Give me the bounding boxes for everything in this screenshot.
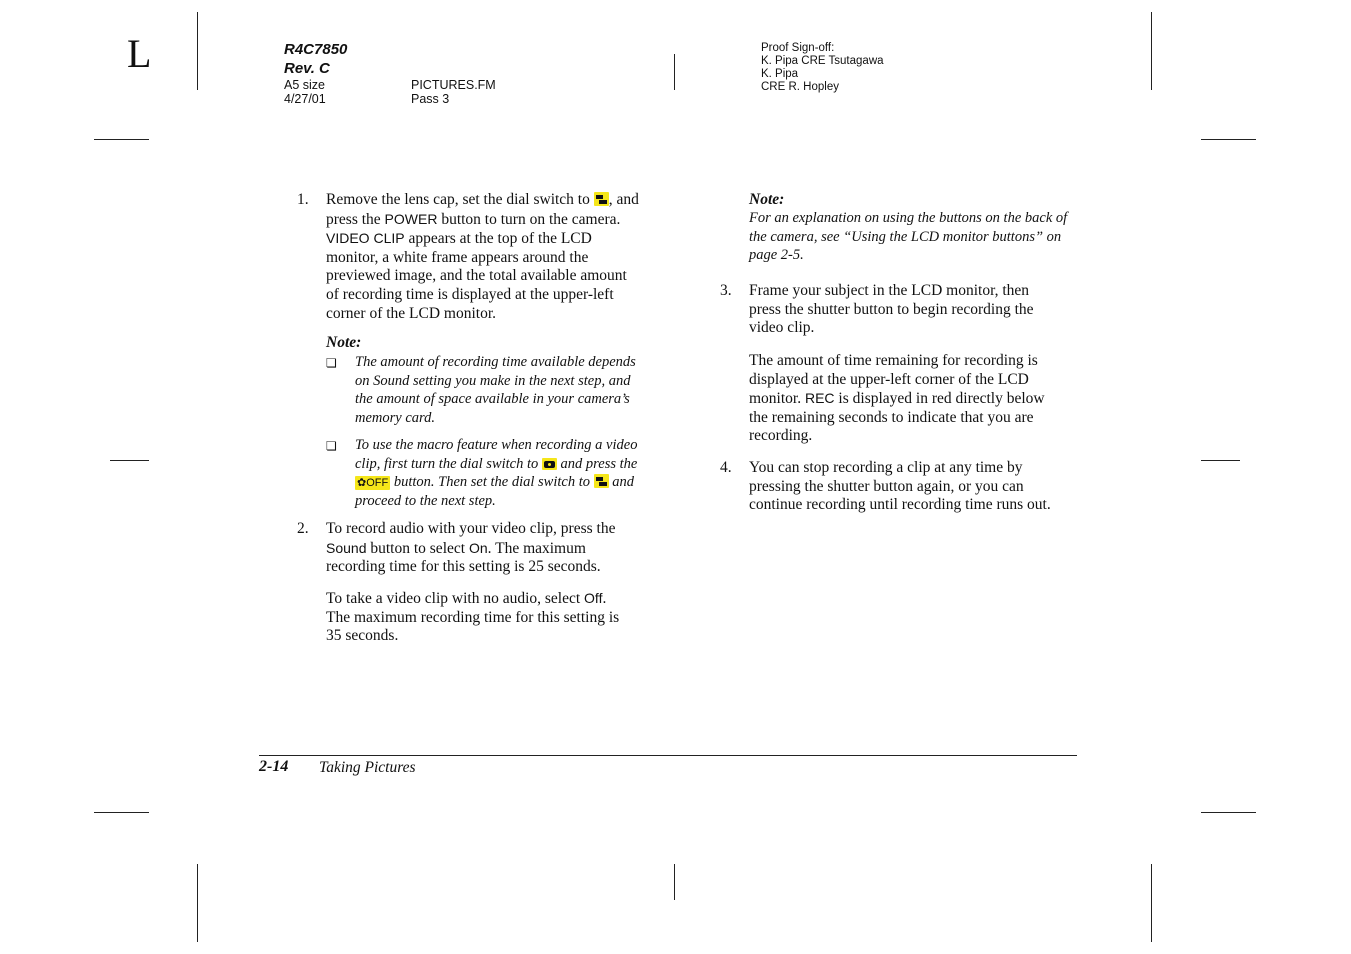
macro-off-label: OFF bbox=[366, 477, 389, 490]
text: . The maximum bbox=[487, 539, 586, 557]
step-number: 4. bbox=[720, 459, 732, 476]
text: The amount of time remaining for recording is bbox=[749, 352, 1038, 369]
step-3-text bbox=[749, 282, 1089, 338]
page-number: 2-14 bbox=[259, 758, 289, 775]
video-clip-keyword: VIDEO CLIP bbox=[326, 230, 405, 247]
text: and press the bbox=[560, 455, 638, 472]
text: monitor. bbox=[749, 390, 802, 408]
text: monitor, a white frame appears around the bbox=[326, 248, 589, 266]
crop-mark bbox=[197, 864, 198, 942]
camera-mode-icon bbox=[542, 458, 557, 470]
text: appears at the top of the LCD bbox=[408, 230, 592, 248]
header-pass: Pass 3 bbox=[411, 92, 450, 106]
header-size: A5 size bbox=[284, 78, 325, 92]
proof-line: K. Pipa bbox=[761, 68, 799, 80]
text: the remaining seconds to indicate that you are bbox=[749, 408, 1034, 426]
text: The amount of recording time available depends bbox=[355, 354, 636, 370]
text: To take a video clip with no audio, select bbox=[326, 590, 581, 607]
sound-keyword: Sound bbox=[326, 539, 367, 556]
text: recording. bbox=[749, 427, 813, 445]
video-mode-icon bbox=[594, 192, 609, 206]
model-number: R4C7850 bbox=[284, 41, 348, 58]
proof-signoff bbox=[761, 42, 884, 94]
text: press the bbox=[326, 210, 381, 228]
text: button. Then set the dial switch to bbox=[393, 474, 590, 491]
step-2-text bbox=[326, 520, 666, 577]
step-1-text bbox=[326, 191, 666, 323]
crop-mark bbox=[197, 12, 198, 90]
step-2-extra bbox=[326, 589, 666, 646]
crop-mark bbox=[1151, 864, 1152, 942]
text: 35 seconds. bbox=[326, 627, 399, 645]
crop-mark bbox=[1151, 12, 1152, 90]
text: For an explanation on using the buttons on the back of bbox=[749, 210, 1068, 226]
note-text bbox=[749, 209, 1089, 265]
text: continue recording until recording time runs out. bbox=[749, 496, 1051, 514]
step-number: 2. bbox=[297, 520, 309, 537]
rec-keyword: REC bbox=[804, 390, 835, 407]
text: pressing the shutter button again, or you can bbox=[749, 477, 1024, 495]
step-4-text bbox=[749, 459, 1094, 515]
text: To record audio with your video clip, press the bbox=[326, 520, 616, 537]
proof-line: K. Pipa CRE Tsutagawa bbox=[761, 55, 884, 67]
text: button to select bbox=[370, 539, 466, 557]
text: recording time for this setting is 25 seconds. bbox=[326, 558, 601, 576]
text: and bbox=[612, 474, 634, 491]
on-keyword: On bbox=[468, 539, 488, 556]
text: You can stop recording a clip at any time by bbox=[749, 459, 1023, 476]
off-keyword: Off bbox=[584, 590, 603, 606]
text: the camera, see “Using the LCD monitor buttons” on bbox=[749, 228, 1062, 245]
text: the amount of space available in your camera’s bbox=[355, 391, 630, 408]
note-label: Note: bbox=[749, 191, 785, 208]
note-bullet-2 bbox=[355, 436, 675, 510]
bullet-box: ❏ bbox=[326, 356, 337, 370]
section-title: Taking Pictures bbox=[319, 759, 416, 776]
text: page 2-5. bbox=[749, 247, 804, 264]
header-file: PICTURES.FM bbox=[411, 78, 496, 92]
crop-mark bbox=[1201, 460, 1240, 461]
text: Frame your subject in the LCD monitor, then bbox=[749, 282, 1030, 299]
revision: Rev. C bbox=[284, 60, 330, 77]
header-date: 4/27/01 bbox=[284, 92, 326, 106]
proof-line: CRE R. Hopley bbox=[761, 81, 839, 93]
crop-mark bbox=[674, 864, 675, 900]
text: proceed to the next step. bbox=[355, 492, 496, 509]
text: press the shutter button to begin recording the bbox=[749, 300, 1034, 318]
text: button to turn on the camera. bbox=[441, 210, 621, 228]
crop-mark bbox=[94, 812, 149, 813]
crop-mark bbox=[94, 139, 149, 140]
power-keyword: POWER bbox=[384, 210, 438, 227]
text: of recording time is displayed at the upper-left bbox=[326, 285, 614, 303]
text: memory card. bbox=[355, 409, 435, 426]
crop-mark bbox=[1201, 139, 1256, 140]
bullet-box: ❏ bbox=[326, 439, 337, 453]
text: displayed at the upper-left corner of the LCD bbox=[749, 370, 1029, 388]
note-bullet-1 bbox=[355, 353, 675, 427]
text: is displayed in red directly below bbox=[838, 390, 1045, 408]
footer-rule bbox=[259, 755, 1077, 756]
text: clip, first turn the dial switch to bbox=[355, 455, 539, 472]
text: corner of the LCD monitor. bbox=[326, 304, 497, 322]
crop-mark bbox=[1201, 812, 1256, 813]
proof-title: Proof Sign-off: bbox=[761, 42, 835, 54]
text: on Sound setting you make in the next step, and bbox=[355, 372, 631, 389]
crop-mark bbox=[674, 54, 675, 90]
corner-letter: L bbox=[127, 31, 152, 76]
text: , and bbox=[608, 191, 639, 208]
text: Remove the lens cap, set the dial switch to bbox=[326, 191, 590, 208]
note-label: Note: bbox=[326, 334, 362, 351]
step-number: 1. bbox=[297, 191, 309, 208]
step-number: 3. bbox=[720, 282, 732, 299]
crop-mark bbox=[110, 460, 149, 461]
macro-off-icon: ✿OFF bbox=[357, 477, 389, 490]
text: video clip. bbox=[749, 319, 815, 337]
text: . bbox=[602, 590, 607, 607]
step-3-extra bbox=[749, 352, 1089, 446]
text: previewed image, and the total available amount bbox=[326, 267, 627, 285]
text: To use the macro feature when recording a video bbox=[355, 437, 638, 453]
text: The maximum recording time for this setting is bbox=[326, 608, 620, 626]
video-mode-icon bbox=[594, 474, 609, 488]
doc-header bbox=[284, 40, 347, 78]
